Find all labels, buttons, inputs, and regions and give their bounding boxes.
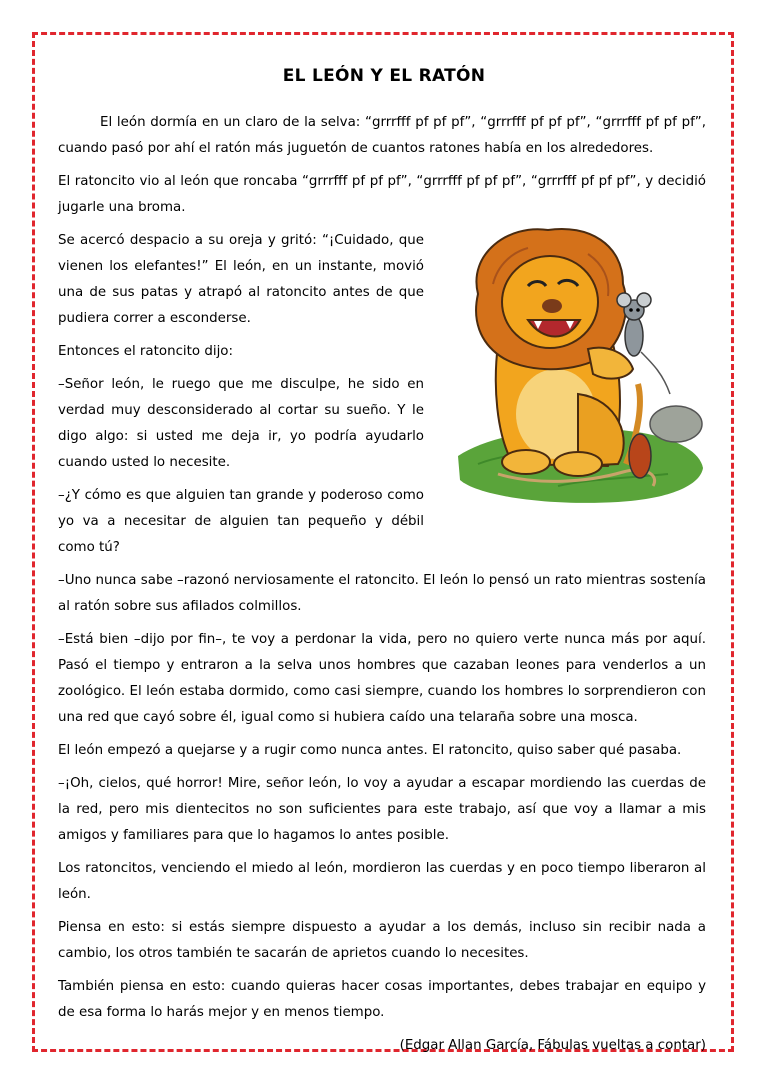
paragraph-5: –Señor león, le ruego que me disculpe, he sido en verdad muy desconsiderado al cortar su sueño. Y le digo algo: si usted me deja ir, yo podría ayudarlo cuando usted lo necesite. [58, 377, 424, 470]
paragraph-6: –¿Y cómo es que alguien tan grande y poderoso como yo va a necesitar de alguien tan pequeño y débil como tú? [58, 488, 424, 555]
paragraph-7: –Uno nunca sabe –razonó nerviosamente el ratoncito. El león lo pensó un rato mientras sostenía al ratón sobre sus afilados colmillos. [58, 573, 706, 614]
paragraph-9: El león empezó a quejarse y a rugir como nunca antes. El ratoncito, quiso saber qué pasaba. [58, 743, 682, 758]
lion-and-mouse-illustration [438, 224, 710, 514]
paragraph-3: Se acercó despacio a su oreja y gritó: “¡Cuidado, que vienen los elefantes!” El león, en un instante, movió una de sus patas y atrapó al ratoncito antes de que pudiera correr a esconderse. [58, 233, 424, 326]
paragraph-11: Los ratoncitos, venciendo el miedo al león, mordieron las cuerdas y en poco tiempo liberaron al león. [58, 861, 706, 902]
paragraph-10: –¡Oh, cielos, qué horror! Mire, señor león, lo voy a ayudar a escapar mordiendo las cuerdas de la red, pero mis dientecitos no son suficientes para este trabajo, así que voy a llamar a mis amigos y familiares para que lo hagamos lo antes posible. [58, 776, 706, 843]
paragraph-4: Entonces el ratoncito dijo: [58, 344, 233, 359]
paragraph-8: –Está bien –dijo por fin–, te voy a perdonar la vida, pero no quiero verte nunca más por aquí. Pasó el tiempo y entraron a la selva unos hombres que cazaban leones para venderlos a un zoológico. El león estaba dormido, como casi siempre, cuando los hombres lo sorprendieron con una red que cayó sobre él, igual como si hubiera caído una telaraña sobre una mosca. [58, 632, 706, 725]
paragraph-12: Piensa en esto: si estás siempre dispuesto a ayudar a los demás, incluso sin recibir nada a cambio, los otros también te sacarán de aprietos cuando lo necesites. [58, 920, 706, 961]
source-credit: (Edgar Allan García, Fábulas vueltas a contar) [399, 1038, 706, 1053]
story-body [58, 110, 706, 1066]
page-title: EL LEÓN Y EL RATÓN [282, 66, 486, 86]
paragraph-1: El león dormía en un claro de la selva: “grrrfff pf pf pf”, “grrrfff pf pf pf”, “grrrfff pf pf pf”, cuando pasó por ahí el ratón más juguetón de cuantos ratones había en los alrededores. [58, 115, 706, 156]
paragraph-13: También piensa en esto: cuando quieras hacer cosas importantes, debes trabajar en equipo y de esa forma lo harás mejor y en menos tiempo. [58, 979, 706, 1020]
paragraph-2: El ratoncito vio al león que roncaba “grrrfff pf pf pf”, “grrrfff pf pf pf”, “grrrfff pf pf pf”, y decidió jugarle una broma. [58, 174, 706, 215]
